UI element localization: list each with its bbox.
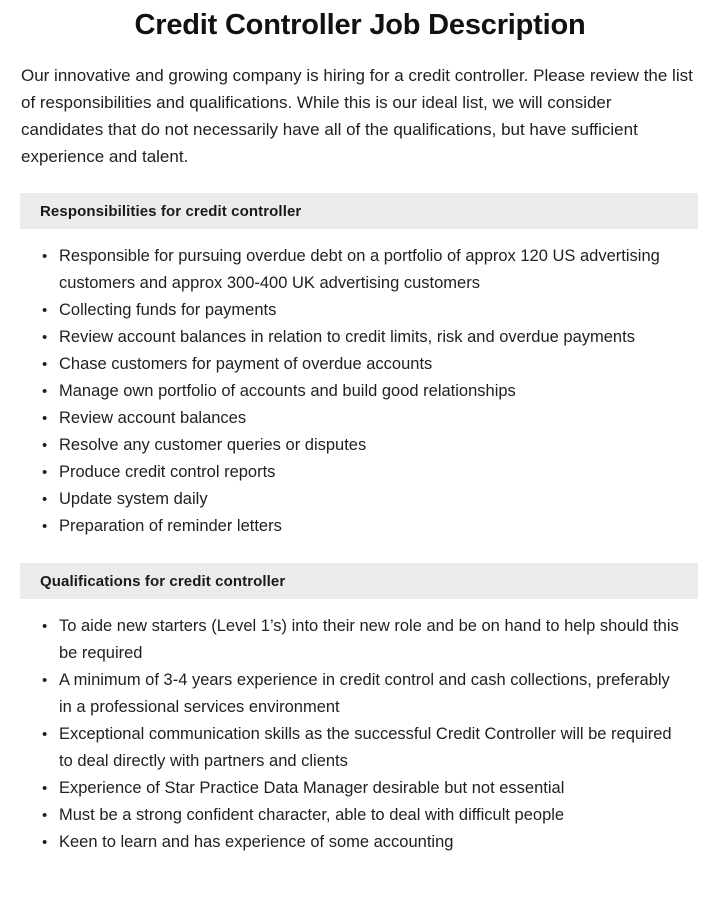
- page-title: Credit Controller Job Description: [134, 9, 586, 41]
- list-item-label: Resolve any customer queries or disputes: [59, 436, 367, 454]
- list-item-label: Responsible for pursuing overdue debt on a portfolio of approx 120 US advertising customers and approx 300-400 UK advertising customers: [59, 247, 660, 292]
- bullet-icon: •: [42, 780, 48, 797]
- bullet-icon: •: [42, 726, 48, 743]
- list-item-label: Review account balances: [59, 409, 247, 427]
- list-item-label: Exceptional communication skills as the successful Credit Controller will be required to deal directly with partners and clients: [59, 725, 672, 770]
- bullet-icon: •: [42, 491, 48, 508]
- bullet-icon: •: [42, 464, 48, 481]
- list-item-label: Manage own portfolio of accounts and build good relationships: [59, 382, 516, 400]
- list-item: [0, 351, 698, 378]
- section-heading-label: Responsibilities for credit controller: [40, 202, 302, 220]
- list-item: [0, 324, 698, 351]
- qualifications-list: [0, 613, 698, 856]
- list-item: [0, 432, 698, 459]
- section-header-qualifications: [20, 563, 698, 599]
- bullet-icon: •: [42, 807, 48, 824]
- list-item: [0, 405, 698, 432]
- list-item: [0, 459, 698, 486]
- intro-paragraph: Our innovative and growing company is hiring for a credit controller. Please review the list of responsibilities and qualifications. While this is our ideal list, we will consider candidates that do not necessarily have all of the qualifications, but have sufficient experience and talent.: [21, 66, 693, 166]
- bullet-icon: •: [42, 437, 48, 454]
- responsibilities-list: [0, 243, 698, 540]
- bullet-icon: •: [42, 518, 48, 535]
- section-qualifications: [0, 563, 720, 856]
- list-item: [0, 775, 698, 802]
- list-item: [0, 613, 698, 667]
- list-item: [0, 513, 698, 540]
- list-item-label: Produce credit control reports: [59, 463, 276, 481]
- list-item-label: To aide new starters (Level 1’s) into their new role and be on hand to help should this be required: [59, 617, 679, 662]
- list-item: [0, 667, 698, 721]
- list-item-label: Experience of Star Practice Data Manager desirable but not essential: [59, 779, 565, 797]
- bullet-icon: •: [42, 410, 48, 427]
- section-heading-label: Qualifications for credit controller: [40, 572, 286, 590]
- list-item-label: Update system daily: [59, 490, 208, 508]
- list-item-label: Keen to learn and has experience of some accounting: [59, 833, 454, 851]
- list-item-label: Chase customers for payment of overdue accounts: [59, 355, 433, 373]
- list-item: [0, 721, 698, 775]
- list-item: [0, 829, 698, 856]
- list-item: [0, 243, 698, 297]
- list-item: [0, 486, 698, 513]
- list-item: [0, 378, 698, 405]
- bullet-icon: •: [42, 834, 48, 851]
- bullet-icon: •: [42, 248, 48, 265]
- bullet-icon: •: [42, 383, 48, 400]
- list-item: [0, 802, 698, 829]
- section-responsibilities: [0, 193, 720, 540]
- bullet-icon: •: [42, 302, 48, 319]
- bullet-icon: •: [42, 618, 48, 635]
- bullet-icon: •: [42, 672, 48, 689]
- list-item-label: A minimum of 3-4 years experience in credit control and cash collections, preferably in a professional services environment: [59, 671, 670, 716]
- section-header-responsibilities: [20, 193, 698, 229]
- bullet-icon: •: [42, 329, 48, 346]
- list-item: [0, 297, 698, 324]
- bullet-icon: •: [42, 356, 48, 373]
- list-item-label: Review account balances in relation to credit limits, risk and overdue payments: [59, 328, 635, 346]
- list-item-label: Collecting funds for payments: [59, 301, 277, 319]
- list-item-label: Must be a strong confident character, able to deal with difficult people: [59, 806, 565, 824]
- list-item-label: Preparation of reminder letters: [59, 517, 282, 535]
